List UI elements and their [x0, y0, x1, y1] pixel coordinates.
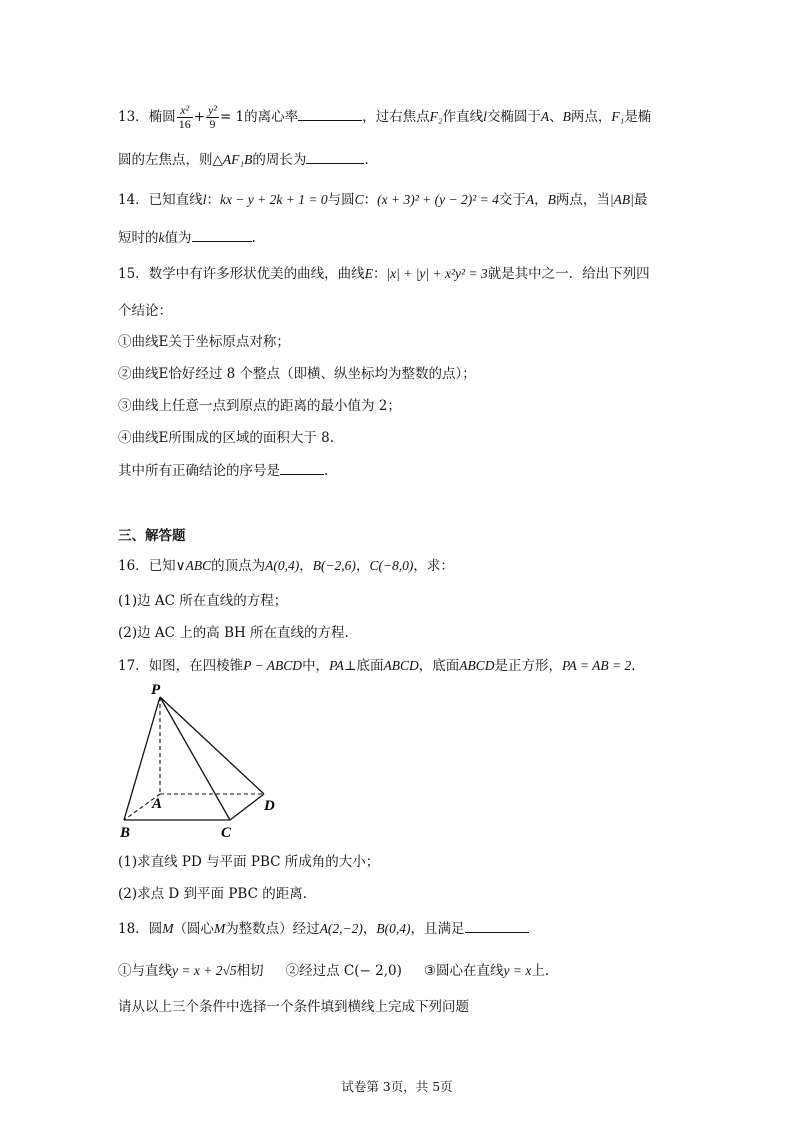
- math-abc: ABC: [185, 558, 212, 573]
- math-e: E: [364, 266, 373, 281]
- frac-den: 16: [178, 117, 191, 131]
- math-point-c: C(−8,0): [369, 558, 414, 573]
- math-m: M: [213, 921, 226, 936]
- text: ⊥底面: [343, 658, 384, 674]
- edge-pd: [160, 697, 264, 794]
- text: 中，: [302, 658, 330, 674]
- text: 如图，在四棱锥: [148, 658, 244, 674]
- math-triangle: △AF₁B: [212, 152, 253, 167]
- text: ，: [355, 558, 370, 574]
- math-abcd: ABCD: [459, 658, 495, 673]
- q17-line1: [118, 656, 636, 676]
- text: ，: [534, 192, 548, 208]
- frac-den: 9: [209, 117, 216, 131]
- math-a: A: [525, 192, 535, 207]
- math-line-eq: kx − y + 2k + 1 = 0: [219, 192, 328, 207]
- label-b: B: [120, 825, 131, 841]
- text: 作直线: [442, 109, 484, 125]
- text: .: [324, 463, 329, 479]
- edge-cd: [230, 794, 264, 820]
- q14-line2: [118, 227, 256, 248]
- math-l: l: [202, 192, 207, 207]
- text: 与圆: [327, 192, 355, 208]
- text: 是椭: [624, 109, 652, 125]
- math-tangent-line: y = x + 2√5: [172, 963, 237, 978]
- text: = 1的离心率: [219, 109, 299, 125]
- text: 已知∨: [148, 558, 186, 574]
- q15-line1: [118, 264, 650, 284]
- text: 的周长为: [252, 152, 307, 168]
- section-heading: 三、解答题: [118, 528, 186, 544]
- fraction-x2-16: [177, 104, 193, 131]
- text: 椭圆: [148, 109, 176, 125]
- q15-conclusion-1: ①曲线E关于坐标原点对称；: [118, 334, 290, 350]
- text: ，且满足: [410, 921, 465, 937]
- answer-blank[interactable]: [280, 460, 324, 475]
- text: ①与直线: [118, 963, 172, 979]
- answer-blank[interactable]: [465, 918, 529, 933]
- text: .: [251, 230, 256, 246]
- text: ，过右焦点: [362, 109, 430, 125]
- answer-blank[interactable]: [298, 106, 362, 121]
- answer-blank[interactable]: [306, 149, 364, 164]
- label-c: C: [221, 825, 232, 841]
- text: 圆的左焦点，则: [118, 152, 213, 168]
- text: 的顶点为: [211, 558, 266, 574]
- math-f1: F₁: [611, 109, 625, 124]
- text: 交椭圆于: [486, 109, 541, 125]
- text: ：: [372, 266, 387, 282]
- text: 、: [549, 109, 563, 125]
- text: 值为: [164, 230, 192, 246]
- text: 是正方形，: [494, 658, 563, 674]
- question-number: 15．: [118, 266, 149, 282]
- math-point-a: A(2,−2): [319, 921, 363, 936]
- label-a: A: [152, 796, 163, 812]
- label-d: D: [264, 798, 275, 814]
- option-1: [118, 963, 264, 979]
- q18-options: [118, 961, 549, 981]
- text: ，求：: [413, 558, 454, 574]
- option-2: ②经过点 C(− 2,0): [285, 963, 402, 979]
- math-point-a: A(0,4): [265, 558, 300, 573]
- math-k: k: [158, 230, 165, 245]
- math-curve-eq: |x| + |y| + x²y² = 3: [386, 266, 488, 281]
- q17-subquestion-1: (1)求直线 PD 与平面 PBC 所成角的大小；: [118, 854, 380, 870]
- math-abcd: ABCD: [383, 658, 419, 673]
- frac-num: y²: [208, 103, 217, 117]
- text: ，底面: [418, 658, 460, 674]
- q16-subquestion-1: (1)边 AC 所在直线的方程；: [118, 593, 288, 609]
- text: 最: [633, 192, 648, 208]
- q17-subquestion-2: (2)求点 D 到平面 PBC 的距离.: [118, 886, 307, 902]
- text: 已知直线: [148, 192, 203, 208]
- frac-num: x²: [177, 104, 193, 118]
- text: 数学中有许多形状优美的曲线，曲线: [148, 266, 365, 282]
- q13-line1: [118, 104, 651, 131]
- math-f2: F₂: [429, 109, 443, 124]
- plus-sign: +: [193, 109, 205, 125]
- q15-line2: 个结论：: [118, 303, 172, 319]
- pyramid-figure: [112, 680, 292, 845]
- question-number: 17．: [118, 658, 149, 674]
- text: ③圆心在直线: [423, 963, 504, 979]
- text: ，: [362, 921, 377, 937]
- q14-line1: [118, 190, 647, 210]
- text: 两点，: [570, 109, 612, 125]
- q18-line1: [118, 918, 529, 939]
- option-3: [424, 963, 549, 979]
- question-number: 14．: [118, 192, 149, 208]
- edge-pc: [160, 697, 230, 820]
- text: 为整数点）经过: [225, 921, 320, 937]
- q15-conclusion-4: ④曲线E所围成的区域的面积大于 8.: [118, 430, 335, 446]
- math-ab: |AB|: [609, 192, 634, 207]
- answer-blank[interactable]: [192, 227, 252, 242]
- text: 相切: [236, 963, 264, 979]
- math-m: M: [162, 921, 174, 936]
- math-c: C: [354, 192, 364, 207]
- text: ，: [299, 558, 313, 574]
- math-b: B: [562, 109, 571, 124]
- q15-conclusion-2: ②曲线E恰好经过 8 个整点（即横、纵坐标均为整数的点）；: [118, 366, 476, 382]
- q16-line1: [118, 556, 454, 576]
- q15-conclusion-3: ③曲线上任意一点到原点的距离的最小值为 2；: [118, 398, 401, 414]
- fraction-y2-9: [206, 104, 219, 131]
- text: 圆: [148, 921, 163, 937]
- math-equation: PA = AB = 2: [562, 658, 632, 673]
- label-p: P: [151, 682, 161, 698]
- question-number: 13．: [118, 109, 149, 125]
- text: ：: [363, 192, 378, 208]
- text: .: [364, 152, 369, 168]
- question-number: 16．: [118, 558, 149, 574]
- q15-last: [118, 460, 328, 481]
- text: .: [631, 658, 636, 674]
- math-circle-eq: (x + 3)² + (y − 2)² = 4: [377, 192, 499, 207]
- math-a: A: [540, 109, 550, 124]
- text: 其中所有正确结论的序号是: [118, 463, 280, 479]
- text: 两点，当: [555, 192, 610, 208]
- text: 短时的: [118, 230, 159, 246]
- math-l: l: [483, 109, 487, 124]
- q16-subquestion-2: (2)边 AC 上的高 BH 所在直线的方程.: [118, 625, 349, 641]
- page-footer: 试卷第 3页，共 5页: [341, 1079, 453, 1094]
- q18-instruction: 请从以上三个条件中选择一个条件填到横线上完成下列问题: [118, 999, 469, 1015]
- text: （圆心: [173, 921, 214, 937]
- math-pyramid: P − ABCD: [243, 658, 303, 673]
- text: 交于: [498, 192, 526, 208]
- math-point-b: B(0,4): [376, 921, 411, 936]
- math-line: y = x: [503, 963, 532, 978]
- text: ：: [206, 192, 220, 208]
- q13-line2: [118, 149, 369, 170]
- math-pa: PA: [329, 658, 344, 673]
- text: 就是其中之一．给出下列四: [487, 266, 650, 282]
- text: 上.: [531, 963, 550, 979]
- math-b: B: [547, 192, 556, 207]
- question-number: 18．: [118, 921, 149, 937]
- math-point-b: B(−2,6): [312, 558, 356, 573]
